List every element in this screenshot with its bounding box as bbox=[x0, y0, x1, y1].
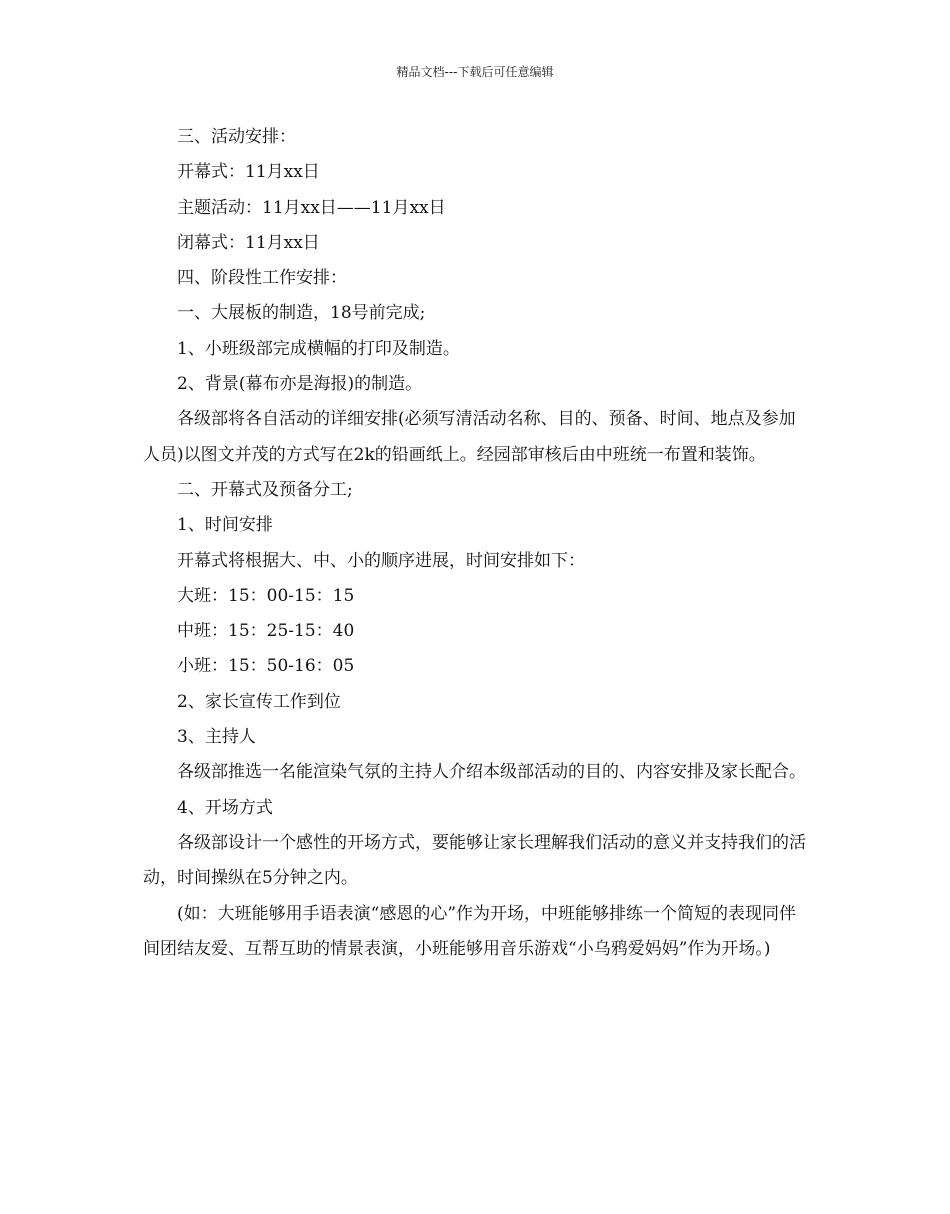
paragraph: 4、开场方式 bbox=[177, 797, 273, 818]
paragraph: 一、大展板的制造，18号前完成; bbox=[177, 303, 426, 324]
paragraph: 三、活动安排： bbox=[177, 127, 296, 147]
paragraph: 各级部设计一个感性的开场方式，要能够让家长理解我们活动的意义并支持我们的活动，时间操纵在5分钟之内。 bbox=[143, 832, 806, 889]
paragraph: 主题活动：11月xx日——11月xx日 bbox=[177, 197, 446, 218]
paragraph: 2、背景(幕布亦是海报)的制造。 bbox=[177, 374, 423, 395]
paragraph: 大班：15：00-15：15 bbox=[177, 585, 355, 606]
paragraph: 中班：15：25-15：40 bbox=[177, 621, 355, 642]
paragraph: 1、小班级部完成横幅的打印及制造。 bbox=[177, 338, 460, 359]
document-body bbox=[143, 120, 807, 967]
paragraph: 1、时间安排 bbox=[177, 515, 273, 536]
paragraph: (如：大班能够用手语表演“感恩的心”作为开场，中班能够排练一个简短的表现同伴间团结友爱、互帮互助的情景表演，小班能够用音乐游戏“小乌鸦爱妈妈”作为开场。) bbox=[143, 903, 797, 959]
paragraph: 开幕式：11月xx日 bbox=[177, 162, 320, 183]
page-header: 精品文档---下载后可任意编辑 bbox=[396, 65, 554, 79]
paragraph: 开幕式将根据大、中、小的顺序进展，时间安排如下： bbox=[177, 550, 585, 571]
paragraph: 2、家长宣传工作到位 bbox=[177, 691, 341, 712]
paragraph: 二、开幕式及预备分工; bbox=[177, 479, 353, 500]
paragraph: 四、阶段性工作安排： bbox=[177, 268, 347, 289]
paragraph: 小班：15：50-16：05 bbox=[177, 656, 355, 677]
paragraph: 各级部推选一名能渲染气氛的主持人介绍本级部活动的目的、内容安排及家长配合。 bbox=[177, 762, 806, 783]
paragraph: 闭幕式：11月xx日 bbox=[177, 232, 320, 253]
paragraph: 各级部将各自活动的详细安排(必须写清活动名称、目的、预备、时间、地点及参加人员)以图文并茂的方式写在2k的铅画纸上。经园部审核后由中班统一布置和装饰。 bbox=[143, 409, 796, 465]
paragraph: 3、主持人 bbox=[177, 727, 256, 748]
